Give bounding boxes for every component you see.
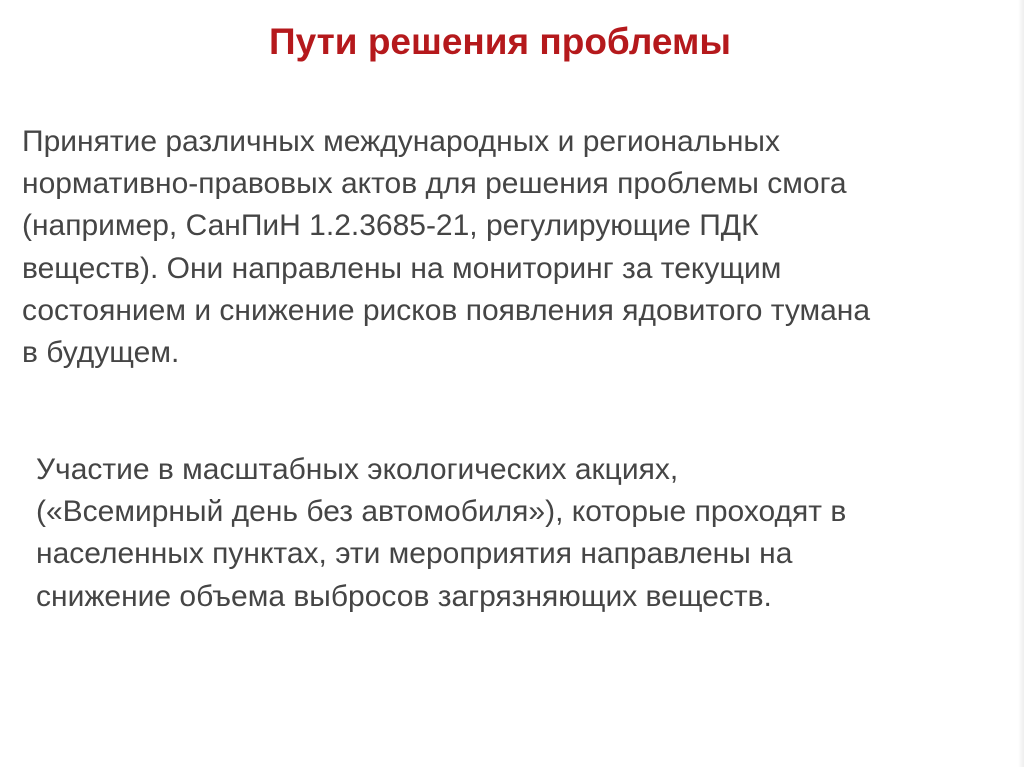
paragraph-regulations [22,121,1012,374]
slide-edge-shadow [1018,0,1024,767]
paragraph-line: Принятие различных международных и региональных [22,125,780,158]
paragraph-eco-actions [36,449,996,618]
paragraph-line: (например, СанПиН 1.2.3685-21, регулирующие ПДК [22,209,759,243]
paragraph-line: Участие в масштабных экологических акциях, [36,453,679,486]
paragraph-line: нормативно-правовых актов для решения проблемы смога [22,167,847,201]
paragraph-line: в будущем. [22,336,180,370]
paragraph-line: снижение объема выбросов загрязняющих веществ. [36,579,772,613]
paragraph-line: населенных пунктах, эти мероприятия направлены на [36,537,793,571]
slide-title: Пути решения проблемы [269,21,731,62]
paragraph-line: состоянием и снижение рисков появления ядовитого тумана [22,293,871,327]
paragraph-line: («Всемирный день без автомобиля»), которые проходят в [36,495,847,529]
paragraph-line: веществ). Они направлены на мониторинг за текущим [22,251,782,285]
